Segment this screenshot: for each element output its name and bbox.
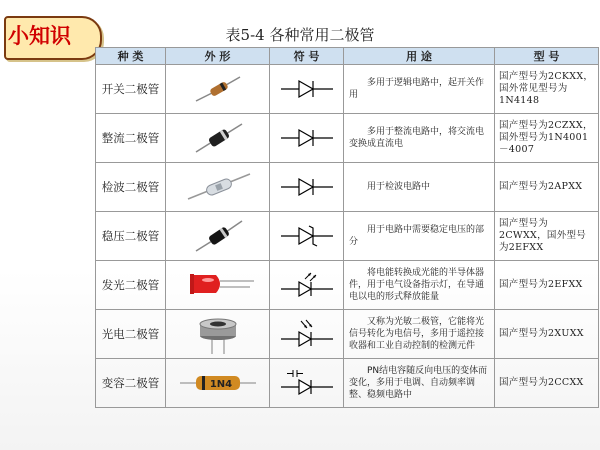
model-cell: 国产型号为2CZXX，国外型号为1N4001－4007 (495, 114, 599, 163)
kind-cell: 整流二极管 (96, 114, 166, 163)
symbol-cell (270, 212, 344, 261)
kind-cell: 光电二极管 (96, 310, 166, 359)
use-cell (344, 359, 495, 408)
kind-cell: 发光二极管 (96, 261, 166, 310)
use-cell (344, 163, 495, 212)
model-cell: 国产型号为2CKXX，国外常见型号为1N4148 (495, 65, 599, 114)
varactor-diode-photo-icon (178, 365, 258, 401)
use-text: 又称为光敏二极管，它能将光信号转化为电信号，多用于遥控接收器和工业自动控制的检测元件 (349, 317, 485, 351)
kind-cell: 检波二极管 (96, 163, 166, 212)
table-row (96, 359, 599, 408)
header-symbol: 符 号 (270, 48, 344, 65)
use-text: 多用于逻辑电路中，起开关作用 (349, 78, 485, 100)
model-cell: 国产型号为2XUXX (495, 310, 599, 359)
use-text: 用于检波电路中 (367, 182, 431, 192)
use-text: 将电能转换成光能的半导体器件，用于电气设备指示灯，在导通电以电的形式释放能量 (349, 268, 485, 302)
use-text: 多用于整流电路中，将交流电变换成直流电 (349, 127, 485, 149)
use-text: PN结电容随反向电压的变体而变化，多用于电调、自动频率调整、稳频电路中 (349, 366, 488, 400)
diode-symbol-icon (275, 123, 339, 153)
led-photo-icon (178, 267, 258, 303)
photodiode-symbol-icon (275, 319, 339, 349)
use-text: 用于电路中需要稳定电压的部分 (349, 225, 485, 247)
kind-cell: 稳压二极管 (96, 212, 166, 261)
symbol-cell (270, 261, 344, 310)
use-cell (344, 261, 495, 310)
diode-symbol-icon (275, 74, 339, 104)
varactor-symbol-icon (275, 367, 339, 399)
table-row (96, 114, 599, 163)
table-row (96, 212, 599, 261)
model-cell: 国产型号为2CCXX (495, 359, 599, 408)
badge-label: 小知识 (8, 24, 71, 48)
led-symbol-icon (275, 270, 339, 300)
use-cell (344, 212, 495, 261)
table-title: 表5-4 各种常用二极管 (225, 26, 375, 44)
shape-cell (166, 261, 270, 310)
header-kind: 种 类 (96, 48, 166, 65)
header-row (96, 48, 599, 65)
header-use: 用 途 (344, 48, 495, 65)
header-model: 型 号 (495, 48, 599, 65)
table-row (96, 65, 599, 114)
diode-symbol-icon (275, 172, 339, 202)
diode-table (95, 47, 599, 408)
table-row (96, 261, 599, 310)
use-cell (344, 310, 495, 359)
kind-cell: 开关二极管 (96, 65, 166, 114)
shape-cell (166, 163, 270, 212)
shape-cell (166, 310, 270, 359)
table-row (96, 310, 599, 359)
table-row (96, 163, 599, 212)
model-cell: 国产型号为2APXX (495, 163, 599, 212)
detector-diode-photo-icon (178, 169, 258, 205)
symbol-cell (270, 163, 344, 212)
use-cell (344, 65, 495, 114)
header-shape: 外 形 (166, 48, 270, 65)
symbol-cell (270, 65, 344, 114)
varactor-marking: 1N4 (209, 379, 232, 390)
shape-cell (166, 114, 270, 163)
symbol-cell (270, 114, 344, 163)
kind-cell: 变容二极管 (96, 359, 166, 408)
model-cell: 国产型号为2CWXX，国外型号为2EFXX (495, 212, 599, 261)
model-cell: 国产型号为2EFXX (495, 261, 599, 310)
switch-diode-photo-icon (178, 71, 258, 107)
rectifier-diode-photo-icon (178, 120, 258, 156)
zener-diode-symbol-icon (275, 221, 339, 251)
photodiode-photo-icon (178, 314, 258, 354)
symbol-cell (270, 310, 344, 359)
symbol-cell (270, 359, 344, 408)
use-cell (344, 114, 495, 163)
shape-cell (166, 212, 270, 261)
zener-diode-photo-icon (178, 218, 258, 254)
shape-cell (166, 65, 270, 114)
shape-cell (166, 359, 270, 408)
